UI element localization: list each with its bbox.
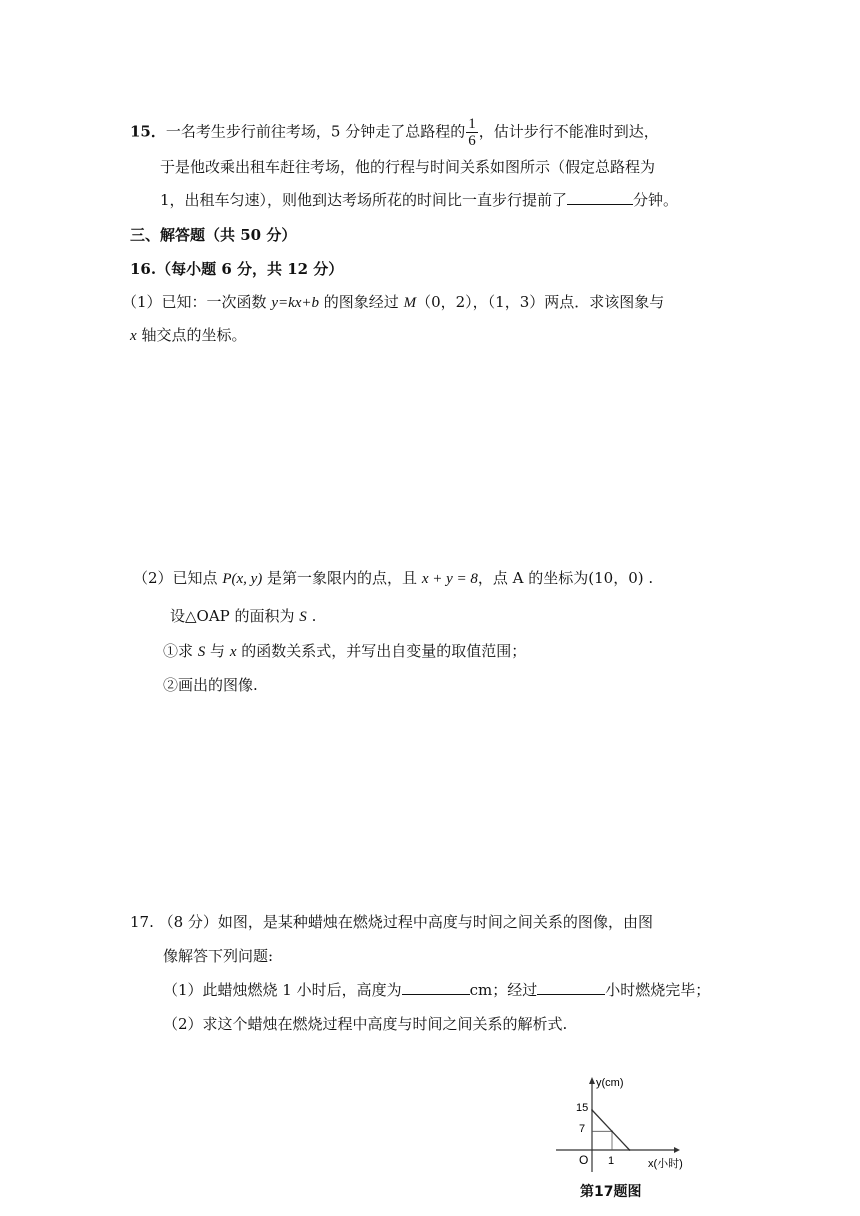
series-line — [592, 1110, 630, 1150]
q16-header: 16.（每小题 6 分，共 12 分） — [130, 260, 344, 278]
q16-part2-line-1 — [133, 568, 653, 589]
q15-text-a: 一名考生步行前往考场，5 分钟走了总路程的 — [165, 122, 466, 141]
q15-fraction-numerator: 1 — [468, 116, 476, 132]
q15-text-d: 分钟。 — [633, 191, 679, 209]
q16-p1-text-b: 的图象经过 — [319, 293, 404, 311]
q15-text-b: ，估计步行不能准时到达， — [478, 122, 659, 141]
q16-p2-equation: x + y = 8 — [421, 571, 478, 587]
q17-line-4: （2）求这个蜡烛在燃烧过程中高度与时间之间关系的解析式. — [163, 1015, 568, 1033]
q16-p2-point-p: P(x, y) — [222, 571, 263, 587]
q16-p2-s: S — [299, 609, 307, 625]
q15-answer-blank[interactable] — [567, 190, 633, 205]
q16-p1-text-d: 轴交点的坐标。 — [136, 326, 247, 344]
q16-sub1-s: S — [197, 644, 206, 660]
origin-label: O — [579, 1153, 589, 1167]
q17-answer-blank-time[interactable] — [537, 980, 605, 995]
q16-part1-line-2 — [130, 325, 246, 346]
q16-part1-line-1 — [122, 292, 664, 313]
q17-text-c: 小时燃烧完毕； — [605, 981, 711, 999]
q16-p1-text-a: （1）已知：一次函数 — [122, 293, 272, 311]
data-point — [591, 1109, 593, 1111]
candle-burn-chart — [552, 1068, 712, 1178]
q15-line-3 — [160, 190, 678, 210]
y-axis-label: y(cm) — [596, 1077, 624, 1089]
q16-p2-text-e: . — [306, 607, 317, 625]
q15-line-1 — [130, 116, 659, 149]
q16-sub1-text-c: 的函数关系式，并写出自变量的取值范围； — [236, 642, 527, 660]
figure-17-caption: 第17题图 — [580, 1184, 642, 1200]
q16-sub-1 — [163, 641, 526, 662]
data-point — [629, 1149, 631, 1151]
q17-answer-blank-height[interactable] — [402, 980, 470, 995]
y-axis-arrow — [589, 1077, 595, 1084]
q15-number: 15． — [130, 122, 166, 141]
x-tick-label-1: 1 — [608, 1155, 615, 1167]
q16-p1-x: x — [130, 328, 137, 344]
q15-fraction-denominator: 6 — [468, 133, 476, 149]
q17-line-2: 像解答下列问题: — [163, 947, 274, 965]
q16-p1-point-m: M — [403, 295, 417, 311]
data-point — [611, 1130, 613, 1132]
q16-part2-line-2 — [170, 606, 316, 627]
q17-text-a: （1）此蜡烛燃烧 1 小时后，高度为 — [163, 981, 402, 999]
q16-sub1-text-b: 与 — [205, 642, 230, 660]
q17-text-b: cm；经过 — [469, 981, 538, 999]
section-3-title: 三、解答题（共 50 分） — [130, 226, 297, 244]
q16-p1-text-c: （0，2），（1，3）两点．求该图象与 — [416, 293, 665, 311]
q17-line-1: 17. （8 分）如图，是某种蜡烛在燃烧过程中高度与时间之间关系的图像，由图 — [130, 913, 653, 931]
q16-p1-function: y=kx+b — [271, 295, 320, 311]
q16-sub1-text-a: ①求 — [163, 642, 198, 660]
y-tick-label-15: 15 — [576, 1102, 589, 1114]
x-axis-arrow — [674, 1147, 680, 1153]
q15-fraction — [466, 116, 478, 149]
q16-p2-text-c: ，点 A 的坐标为(10，0) . — [477, 569, 654, 587]
q17-line-3 — [163, 980, 710, 1000]
q16-sub-2: ②画出的图像. — [163, 676, 258, 694]
q16-p2-text-d: 设△OAP 的面积为 — [170, 607, 300, 625]
q15-line-2: 于是他改乘出租车赶往考场，他的行程与时间关系如图所示（假定总路程为 — [160, 158, 656, 176]
y-tick-label-7: 7 — [579, 1123, 586, 1135]
q16-p2-text-a: （2）已知点 — [133, 569, 223, 587]
q15-text-c: 1，出租车匀速），则他到达考场所花的时间比一直步行提前了 — [160, 191, 568, 209]
x-axis-label: x(小时) — [648, 1158, 683, 1170]
chart-marks — [591, 1109, 630, 1151]
q16-sub1-x: x — [229, 644, 237, 660]
q16-p2-text-b: 是第一象限内的点，且 — [262, 569, 422, 587]
